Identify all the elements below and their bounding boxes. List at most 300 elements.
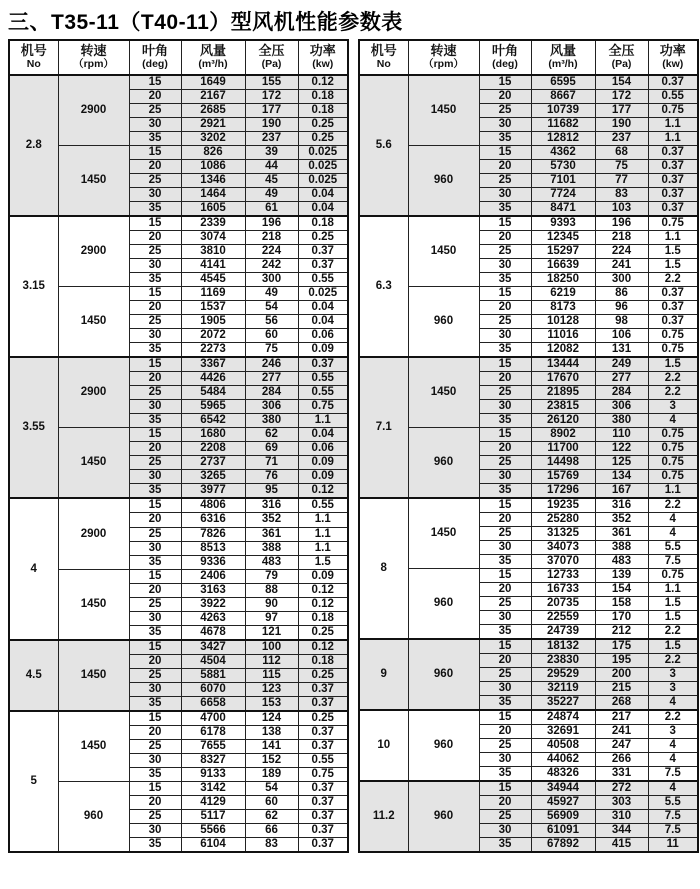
deg-cell: 35 [129, 625, 181, 640]
pressure-cell: 224 [245, 245, 298, 259]
table-row [9, 711, 348, 726]
power-cell: 0.37 [298, 259, 348, 273]
deg-cell: 20 [479, 796, 531, 810]
pressure-cell: 110 [595, 428, 648, 442]
power-cell: 1.5 [298, 555, 348, 569]
deg-cell: 15 [479, 146, 531, 160]
power-cell: 3 [648, 725, 698, 739]
table-row [359, 781, 698, 796]
flow-cell: 37070 [531, 555, 595, 569]
deg-cell: 35 [129, 414, 181, 428]
deg-cell: 25 [479, 527, 531, 541]
pressure-cell: 215 [595, 682, 648, 696]
rpm-cell: 2900 [58, 216, 129, 287]
deg-cell: 15 [129, 640, 181, 655]
pressure-cell: 103 [595, 202, 648, 217]
power-cell: 0.025 [298, 287, 348, 301]
power-cell: 0.25 [298, 231, 348, 245]
deg-cell: 25 [129, 245, 181, 259]
deg-cell: 20 [129, 90, 181, 104]
deg-cell: 15 [129, 781, 181, 795]
machine-no-cell: 7.1 [359, 357, 408, 498]
power-cell: 0.37 [648, 301, 698, 315]
power-cell: 0.09 [298, 456, 348, 470]
flow-cell: 8471 [531, 202, 595, 217]
deg-cell: 35 [129, 273, 181, 287]
flow-cell: 24739 [531, 625, 595, 640]
table-row [359, 569, 698, 583]
pressure-cell: 190 [595, 118, 648, 132]
pressure-cell: 415 [595, 838, 648, 853]
column-header: 功率 (kw) [298, 40, 348, 75]
machine-no-cell: 8 [359, 498, 408, 639]
power-cell: 1.5 [648, 597, 698, 611]
machine-no-cell: 4 [9, 498, 58, 639]
pressure-cell: 388 [245, 541, 298, 555]
flow-cell: 2167 [181, 90, 245, 104]
deg-cell: 35 [479, 273, 531, 287]
pressure-cell: 303 [595, 796, 648, 810]
rpm-cell: 960 [408, 569, 479, 640]
pressure-cell: 380 [595, 414, 648, 428]
deg-cell: 15 [129, 498, 181, 513]
power-cell: 1.1 [648, 583, 698, 597]
deg-cell: 30 [479, 682, 531, 696]
flow-cell: 826 [181, 146, 245, 160]
deg-cell: 25 [129, 739, 181, 753]
pressure-cell: 217 [595, 710, 648, 725]
power-cell: 1.1 [298, 414, 348, 428]
pressure-cell: 272 [595, 781, 648, 796]
flow-cell: 5965 [181, 400, 245, 414]
column-header: 叶角 (deg) [479, 40, 531, 75]
header-row [9, 40, 348, 75]
power-cell: 4 [648, 781, 698, 796]
pressure-cell: 69 [245, 442, 298, 456]
flow-cell: 40508 [531, 739, 595, 753]
pressure-cell: 189 [245, 767, 298, 781]
pressure-cell: 266 [595, 753, 648, 767]
flow-cell: 17296 [531, 484, 595, 499]
power-cell: 4 [648, 739, 698, 753]
deg-cell: 15 [479, 569, 531, 583]
pressure-cell: 247 [595, 739, 648, 753]
power-cell: 2.2 [648, 710, 698, 725]
pressure-cell: 195 [595, 654, 648, 668]
deg-cell: 30 [129, 188, 181, 202]
deg-cell: 25 [129, 668, 181, 682]
power-cell: 5.5 [648, 796, 698, 810]
power-cell: 0.09 [298, 343, 348, 358]
flow-cell: 1680 [181, 428, 245, 442]
deg-cell: 20 [479, 301, 531, 315]
pressure-cell: 75 [245, 343, 298, 358]
rpm-cell: 1450 [58, 146, 129, 217]
pressure-cell: 54 [245, 301, 298, 315]
pressure-cell: 388 [595, 541, 648, 555]
pressure-cell: 284 [245, 386, 298, 400]
flow-cell: 2072 [181, 329, 245, 343]
flow-cell: 4678 [181, 625, 245, 640]
table-row [9, 357, 348, 372]
power-cell: 0.04 [298, 428, 348, 442]
power-cell: 0.37 [298, 837, 348, 852]
deg-cell: 15 [129, 357, 181, 372]
rpm-cell: 960 [408, 146, 479, 217]
flow-cell: 3074 [181, 231, 245, 245]
table-row [9, 146, 348, 160]
power-cell: 0.37 [648, 202, 698, 217]
flow-cell: 1346 [181, 174, 245, 188]
deg-cell: 35 [479, 343, 531, 358]
flow-cell: 14498 [531, 456, 595, 470]
deg-cell: 35 [479, 202, 531, 217]
pressure-cell: 344 [595, 824, 648, 838]
flow-cell: 9393 [531, 216, 595, 231]
machine-no-cell: 9 [359, 639, 408, 710]
power-cell: 0.37 [648, 287, 698, 301]
deg-cell: 20 [129, 301, 181, 315]
pressure-cell: 122 [595, 442, 648, 456]
pressure-cell: 218 [595, 231, 648, 245]
pressure-cell: 112 [245, 654, 298, 668]
pressure-cell: 95 [245, 484, 298, 499]
flow-cell: 8327 [181, 753, 245, 767]
deg-cell: 35 [129, 343, 181, 358]
power-cell: 1.5 [648, 357, 698, 372]
pressure-cell: 331 [595, 767, 648, 782]
table-row [9, 216, 348, 231]
rpm-cell: 1450 [408, 357, 479, 428]
deg-cell: 35 [129, 202, 181, 217]
deg-cell: 20 [129, 654, 181, 668]
table-row [9, 428, 348, 442]
deg-cell: 15 [129, 711, 181, 726]
pressure-cell: 316 [595, 498, 648, 513]
flow-cell: 12812 [531, 132, 595, 146]
deg-cell: 15 [479, 357, 531, 372]
rpm-cell: 1450 [58, 711, 129, 782]
deg-cell: 25 [129, 174, 181, 188]
pressure-cell: 62 [245, 428, 298, 442]
flow-cell: 45927 [531, 796, 595, 810]
power-cell: 0.75 [648, 428, 698, 442]
flow-cell: 32691 [531, 725, 595, 739]
flow-cell: 1537 [181, 301, 245, 315]
deg-cell: 20 [479, 513, 531, 527]
deg-cell: 30 [479, 188, 531, 202]
machine-no-cell: 2.8 [9, 75, 58, 216]
deg-cell: 20 [129, 160, 181, 174]
flow-cell: 11700 [531, 442, 595, 456]
pressure-cell: 277 [595, 372, 648, 386]
pressure-cell: 170 [595, 611, 648, 625]
flow-cell: 3977 [181, 484, 245, 499]
deg-cell: 35 [129, 555, 181, 569]
flow-cell: 4141 [181, 259, 245, 273]
pressure-cell: 200 [595, 668, 648, 682]
pressure-cell: 246 [245, 357, 298, 372]
column-header: 全压 (Pa) [245, 40, 298, 75]
pressure-cell: 196 [595, 216, 648, 231]
deg-cell: 20 [479, 372, 531, 386]
flow-cell: 4545 [181, 273, 245, 287]
pressure-cell: 138 [245, 725, 298, 739]
pressure-cell: 242 [245, 259, 298, 273]
pressure-cell: 167 [595, 484, 648, 499]
flow-cell: 4263 [181, 611, 245, 625]
rpm-cell: 2900 [58, 75, 129, 146]
power-cell: 3 [648, 682, 698, 696]
power-cell: 0.12 [298, 640, 348, 655]
flow-cell: 31325 [531, 527, 595, 541]
flow-cell: 44062 [531, 753, 595, 767]
power-cell: 0.37 [648, 315, 698, 329]
flow-cell: 8667 [531, 90, 595, 104]
power-cell: 1.1 [648, 132, 698, 146]
flow-cell: 11016 [531, 329, 595, 343]
pressure-cell: 154 [595, 75, 648, 90]
pressure-cell: 115 [245, 668, 298, 682]
deg-cell: 15 [479, 287, 531, 301]
rpm-cell: 960 [408, 710, 479, 781]
flow-cell: 34944 [531, 781, 595, 796]
flow-cell: 7826 [181, 527, 245, 541]
flow-cell: 2273 [181, 343, 245, 358]
pressure-cell: 83 [245, 837, 298, 852]
pressure-cell: 83 [595, 188, 648, 202]
flow-cell: 2921 [181, 118, 245, 132]
pressure-cell: 54 [245, 781, 298, 795]
pressure-cell: 100 [245, 640, 298, 655]
pressure-cell: 306 [245, 400, 298, 414]
pressure-cell: 86 [595, 287, 648, 301]
power-cell: 0.18 [298, 104, 348, 118]
power-cell: 0.37 [298, 781, 348, 795]
power-cell: 0.55 [298, 372, 348, 386]
flow-cell: 16639 [531, 259, 595, 273]
machine-no-cell: 3.55 [9, 357, 58, 498]
flow-cell: 6104 [181, 837, 245, 852]
pressure-cell: 196 [245, 216, 298, 231]
power-cell: 0.55 [298, 273, 348, 287]
flow-cell: 8173 [531, 301, 595, 315]
power-cell: 1.5 [648, 611, 698, 625]
power-cell: 2.2 [648, 654, 698, 668]
pressure-cell: 300 [595, 273, 648, 287]
deg-cell: 35 [129, 696, 181, 711]
flow-cell: 1649 [181, 75, 245, 90]
deg-cell: 25 [129, 386, 181, 400]
pressure-cell: 268 [595, 696, 648, 711]
power-cell: 0.37 [648, 160, 698, 174]
flow-cell: 4700 [181, 711, 245, 726]
power-cell: 4 [648, 696, 698, 711]
flow-cell: 6658 [181, 696, 245, 711]
fan-parameters-table-right [358, 39, 699, 853]
power-cell: 0.25 [298, 625, 348, 640]
flow-cell: 12345 [531, 231, 595, 245]
table-row [9, 498, 348, 513]
deg-cell: 25 [479, 739, 531, 753]
flow-cell: 18132 [531, 639, 595, 654]
deg-cell: 30 [479, 541, 531, 555]
deg-cell: 20 [129, 231, 181, 245]
deg-cell: 20 [129, 583, 181, 597]
deg-cell: 30 [479, 470, 531, 484]
flow-cell: 18250 [531, 273, 595, 287]
deg-cell: 35 [479, 625, 531, 640]
deg-cell: 25 [479, 315, 531, 329]
deg-cell: 20 [479, 231, 531, 245]
deg-cell: 15 [129, 146, 181, 160]
power-cell: 0.04 [298, 202, 348, 217]
pressure-cell: 483 [245, 555, 298, 569]
pressure-cell: 218 [245, 231, 298, 245]
pressure-cell: 60 [245, 795, 298, 809]
deg-cell: 30 [479, 259, 531, 273]
power-cell: 0.75 [648, 104, 698, 118]
table-row [359, 75, 698, 90]
flow-cell: 4426 [181, 372, 245, 386]
power-cell: 0.37 [298, 245, 348, 259]
power-cell: 0.12 [298, 583, 348, 597]
pressure-cell: 131 [595, 343, 648, 358]
flow-cell: 15769 [531, 470, 595, 484]
flow-cell: 7724 [531, 188, 595, 202]
pressure-cell: 224 [595, 245, 648, 259]
pressure-cell: 352 [245, 513, 298, 527]
pressure-cell: 96 [595, 301, 648, 315]
rpm-cell: 2900 [58, 498, 129, 569]
deg-cell: 30 [129, 118, 181, 132]
flow-cell: 3367 [181, 357, 245, 372]
rpm-cell: 1450 [58, 428, 129, 499]
flow-cell: 6595 [531, 75, 595, 90]
power-cell: 1.1 [648, 231, 698, 245]
flow-cell: 34073 [531, 541, 595, 555]
deg-cell: 35 [479, 838, 531, 853]
pressure-cell: 284 [595, 386, 648, 400]
pressure-cell: 88 [245, 583, 298, 597]
power-cell: 0.37 [298, 739, 348, 753]
deg-cell: 35 [129, 132, 181, 146]
column-header: 风量 (m³/h) [531, 40, 595, 75]
flow-cell: 7101 [531, 174, 595, 188]
table-row [359, 710, 698, 725]
power-cell: 3 [648, 400, 698, 414]
power-cell: 0.55 [648, 90, 698, 104]
flow-cell: 20735 [531, 597, 595, 611]
pressure-cell: 45 [245, 174, 298, 188]
pressure-cell: 76 [245, 470, 298, 484]
table-row [9, 75, 348, 90]
power-cell: 0.25 [298, 118, 348, 132]
power-cell: 0.12 [298, 75, 348, 90]
deg-cell: 15 [479, 428, 531, 442]
pressure-cell: 61 [245, 202, 298, 217]
flow-cell: 61091 [531, 824, 595, 838]
deg-cell: 25 [129, 597, 181, 611]
flow-cell: 1086 [181, 160, 245, 174]
power-cell: 2.2 [648, 273, 698, 287]
power-cell: 1.5 [648, 245, 698, 259]
pressure-cell: 277 [245, 372, 298, 386]
flow-cell: 2208 [181, 442, 245, 456]
flow-cell: 23830 [531, 654, 595, 668]
power-cell: 0.18 [298, 611, 348, 625]
rpm-cell: 1450 [58, 287, 129, 358]
power-cell: 0.12 [298, 484, 348, 499]
power-cell: 0.37 [298, 357, 348, 372]
pressure-cell: 98 [595, 315, 648, 329]
flow-cell: 8902 [531, 428, 595, 442]
column-header: 转速 （rpm） [58, 40, 129, 75]
deg-cell: 15 [479, 781, 531, 796]
pressure-cell: 79 [245, 569, 298, 583]
power-cell: 0.37 [298, 795, 348, 809]
pressure-cell: 71 [245, 456, 298, 470]
deg-cell: 25 [479, 668, 531, 682]
flow-cell: 4806 [181, 498, 245, 513]
deg-cell: 30 [479, 824, 531, 838]
flow-cell: 4504 [181, 654, 245, 668]
column-header: 全压 (Pa) [595, 40, 648, 75]
pressure-cell: 134 [595, 470, 648, 484]
flow-cell: 6316 [181, 513, 245, 527]
flow-cell: 13444 [531, 357, 595, 372]
pressure-cell: 56 [245, 315, 298, 329]
flow-cell: 11682 [531, 118, 595, 132]
table-row [359, 357, 698, 372]
deg-cell: 20 [479, 725, 531, 739]
deg-cell: 20 [479, 90, 531, 104]
flow-cell: 2737 [181, 456, 245, 470]
deg-cell: 20 [479, 583, 531, 597]
rpm-cell: 1450 [408, 75, 479, 146]
deg-cell: 25 [129, 104, 181, 118]
power-cell: 0.04 [298, 188, 348, 202]
column-header: 叶角 (deg) [129, 40, 181, 75]
flow-cell: 12733 [531, 569, 595, 583]
column-header: 机号 No [359, 40, 408, 75]
pressure-cell: 44 [245, 160, 298, 174]
flow-cell: 23815 [531, 400, 595, 414]
deg-cell: 15 [479, 498, 531, 513]
power-cell: 0.75 [298, 767, 348, 781]
deg-cell: 25 [129, 456, 181, 470]
power-cell: 11 [648, 838, 698, 853]
power-cell: 4 [648, 414, 698, 428]
pressure-cell: 97 [245, 611, 298, 625]
deg-cell: 15 [129, 75, 181, 90]
deg-cell: 25 [479, 245, 531, 259]
table-row [9, 781, 348, 795]
pressure-cell: 106 [595, 329, 648, 343]
deg-cell: 15 [129, 569, 181, 583]
power-cell: 0.75 [648, 343, 698, 358]
flow-cell: 6542 [181, 414, 245, 428]
flow-cell: 2339 [181, 216, 245, 231]
pressure-cell: 380 [245, 414, 298, 428]
flow-cell: 12082 [531, 343, 595, 358]
deg-cell: 30 [479, 400, 531, 414]
power-cell: 0.18 [298, 216, 348, 231]
pressure-cell: 68 [595, 146, 648, 160]
deg-cell: 25 [479, 456, 531, 470]
pressure-cell: 60 [245, 329, 298, 343]
deg-cell: 25 [479, 174, 531, 188]
